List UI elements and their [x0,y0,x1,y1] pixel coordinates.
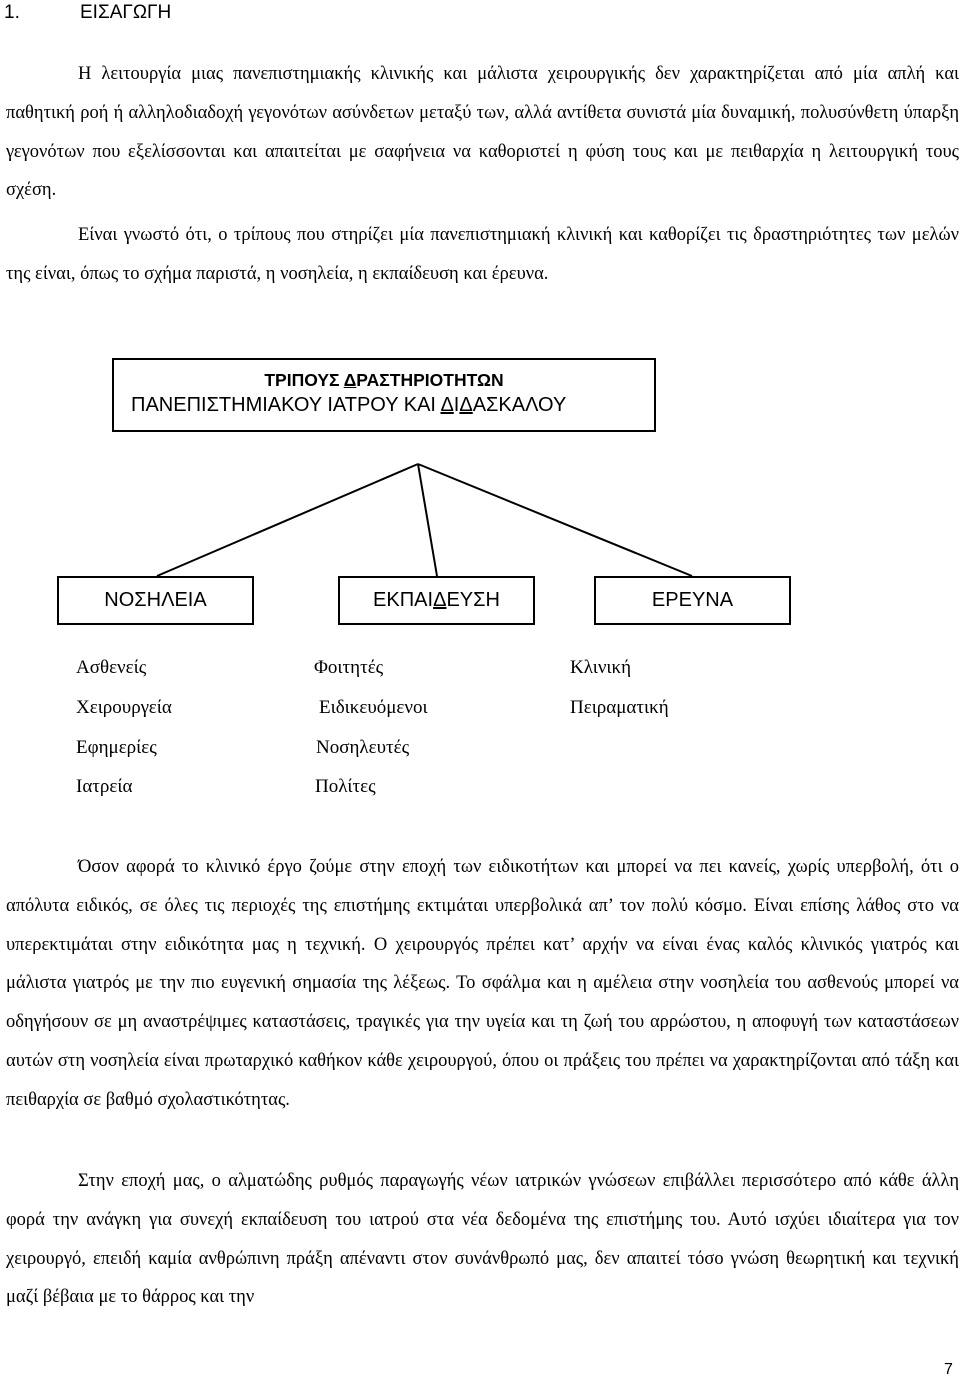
connector-line-education [418,464,437,576]
paragraph-education: Στην εποχή μας, ο αλματώδης ρυθμός παραγωγής νέων ιατρικών γνώσεων επιβάλλει περισσότερο από κάθε άλλη φορά την ανάγκη για συνεχή εκπαίδευση του ιατρού στα νέα δεδομένα της επιστήμης του. Αυτό ισχύει ιδιαίτερα για τον χειρουργό, επειδή καμία ανθρώπινη πράξη απέναντι στον συνάνθρωπό μας, δεν απαιτεί τόσο γνώση θεωρητική και τεχνική μαζί βέβαια με το θάρρος και την [6,1171,959,1308]
education-item: Ειδικευόμενοι [319,697,428,718]
connector-line-nursing [157,464,418,576]
diagram-title-line1: ΤΡΙΠΟΥΣ ΔΡΑΣΤΗΡΙΟΤΗΤΩΝ [264,370,504,390]
diagram-title-box [112,358,656,432]
paragraph-intro: Η λειτουργία μιας πανεπιστημιακής κλινικής και μάλιστα χειρουργικής δεν χαρακτηρίζεται από μία απλή και παθητική ροή ή αλληλοδιαδοχή γεγονότων ασύνδετων μεταξύ των, αλλά αντίθετα συνιστά μία δυναμική, πολυσύνθετη ύπαρξη γεγονότων που εξελίσσονται και απαιτείται με σαφήνεια να καθοριστεί η φύση τους και με πειθαρχία η λειτουργική τους σχέση. [6,64,959,201]
page-number: 7 [944,1361,953,1378]
section-number: 1. [4,2,20,23]
education-item: Πολίτες [315,776,376,797]
nursing-item: Εφημερίες [76,737,157,758]
research-item: Πειραματική [570,697,669,718]
section-title: ΕΙΣΑΓΩΓΗ [80,2,172,23]
research-item: Κλινική [570,657,632,678]
connector-line-research [418,464,692,576]
nursing-item: Ασθενείς [76,657,147,678]
category-box-education: ΕΚΠΑΙΔΕΥΣΗ [338,576,535,625]
nursing-item: Ιατρεία [76,776,133,797]
paragraph-tripod: Είναι γνωστό ότι, ο τρίπους που στηρίζει μία πανεπιστημιακή κλινική και καθορίζει τις δραστηριότητες των μελών της είναι, όπως το σχήμα παριστά, η νοσηλεία, η εκπαίδευση και έρευνα. [6,225,959,284]
diagram-title-line2: ΠΑΝΕΠΙΣΤΗΜΙΑΚΟΥ ΙΑΤΡΟΥ ΚΑΙ ΔΙΔΑΣΚΑΛΟΥ [131,394,567,416]
education-item: Νοσηλευτές [316,737,410,758]
education-item: Φοιτητές [314,657,384,678]
paragraph-clinical-work: Όσον αφορά το κλινικό έργο ζούμε στην εποχή των ειδικοτήτων και μπορεί να πει κανείς, χωρίς υπερβολή, ότι ο απόλυτα ειδικός, σε όλες τις περιοχές της επιστήμης εκτιμάται υπερβολικά απ’ τον πολύ κόσμο. Είναι επίσης λάθος στο να υπερεκτιμάται στην ειδικότητα μας η τεχνική. Ο χειρουργός πρέπει κατ’ αρχήν να είναι ένας καλός κλινικός γιατρός και μάλιστα γιατρός με την πιο ευγενική σημασία της λέξεως. Το σφάλμα και η αμέλεια στην νοσηλεία του ασθενούς μπορεί να οδηγήσουν σε μη αναστρέψιμες καταστάσεις, τραγικές για την υγεία και τη ζωή του αρρώστου, η αποφυγή των καταστάσεων αυτών στη νοσηλεία είναι πρωταρχικό καθήκον κάθε χειρουργού, όπου οι πράξεις του πρέπει να χαρακτηρίζονται από τάξη και πειθαρχία σε βαθμό σχολαστικότητας. [6,857,959,1110]
category-box-nursing: ΝΟΣΗΛΕΙΑ [57,576,254,625]
nursing-item: Χειρουργεία [76,697,172,718]
category-box-research: ΕΡΕΥΝΑ [594,576,791,625]
